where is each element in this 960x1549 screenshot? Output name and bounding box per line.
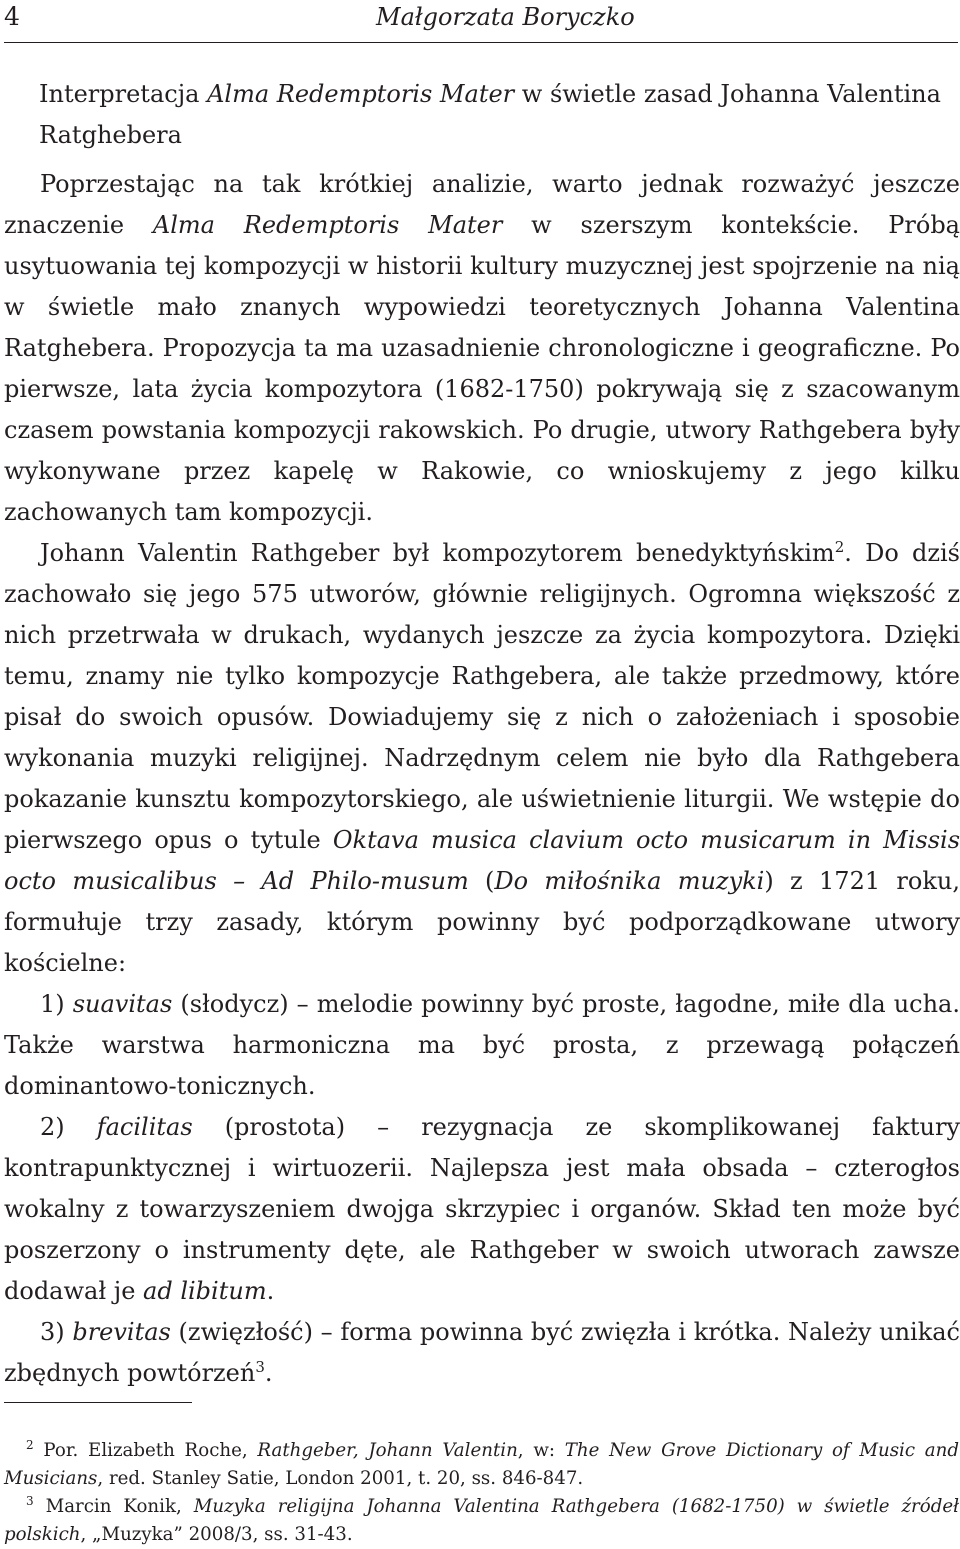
paragraph-text: ) z 1721 roku, formułuje trzy zasady, którym powinny być podporządkowane utwory kościelne: — [4, 867, 960, 977]
footnote-2 — [4, 1437, 959, 1493]
paragraph-text: . — [266, 1277, 275, 1305]
footnote-ref-2[interactable]: 2 — [834, 538, 845, 556]
footnote-text: , w: — [517, 1440, 565, 1461]
paragraph-text: . Do dziś zachowało się jego 575 utworów, głównie religijnych. Ogromna większość z nich przetrwała w drukach, wydanych jeszcze za życia kompozytora. Dzięki temu, znamy nie tylko kompozycje Rathgebera, ale także przedmowy, które pisał do swoich opusów. Dowiadujemy się z nich o założeniach i sposobie wykonania muzyki religijnej. Nadrzędnym celem nie było dla Rathgebera pokazanie kunsztu kompozytorskiego, ale uświetnienie liturgii. We wstępie do pierwszego opus o tytule — [4, 539, 960, 854]
paragraph-5 — [4, 1312, 960, 1394]
paragraph-4 — [4, 1107, 960, 1312]
page-number: 4 — [4, 2, 20, 31]
footnote-emphasis: The New Grove Dictionary of Music and Musicians — [4, 1440, 960, 1489]
paragraph-text: Poprzestając na tak krótkiej analizie, warto jednak rozważyć jeszcze znaczenie — [4, 170, 960, 239]
paragraph-emphasis: Oktava musica clavium octo musicarum in Missis octo musicalibus – Ad Philo-musum — [4, 826, 960, 895]
paragraph-text: (prostota) – rezygnacja ze skomplikowanej faktury kontrapunktycznej i wirtuozerii. Najlepsza jest mała obsada – czterogłos wokalny z towarzyszeniem dwojga skrzypiec i organów. Skład ten może być poszerzony o instrumenty dęte, ale Rathgeber w swoich utworach zawsze dodawał je — [4, 1113, 960, 1305]
paragraph-emphasis: suavitas — [72, 990, 173, 1018]
paragraph-emphasis: brevitas — [72, 1318, 171, 1346]
footnote-emphasis: Muzyka religijna Johanna Valentina Rathgebera (1682-1750) w świetle źródeł polskich — [4, 1496, 960, 1545]
footnote-emphasis: Rathgeber, Johann Valentin — [257, 1440, 518, 1461]
footnote-number: 3 — [26, 1493, 34, 1508]
paragraph-text: w szerszym kontekście. Próbą usytuowania tej kompozycji w historii kultury muzycznej jest spojrzenie na nią w świetle mało znanych wypowiedzi teoretycznych Johanna Valentina Ratghebera. Propozycja ta ma uzasadnienie chronologiczne i geograficzne. Po pierwsze, lata życia kompozytora (1682-1750) pokrywają się z szacowanym czasem powstania kompozycji rakowskich. Po drugie, utwory Rathgebera były wykonywane przez kapelę w Rakowie, co wnioskujemy z jego kilku zachowanych tam kompozycji. — [4, 211, 960, 526]
section-title-emphasis: Alma Redemptoris Mater — [207, 80, 515, 108]
footnote-ref-3[interactable]: 3 — [255, 1358, 265, 1376]
footnote-text: Por. Elizabeth Roche, — [33, 1440, 258, 1461]
footnote-text: , „Muzyka” 2008/3, ss. 31-43. — [80, 1524, 353, 1545]
paragraph-text: (zwięzłość) – forma powinna być zwięzła i krótka. Należy unikać zbędnych powtórzeń — [4, 1318, 960, 1387]
paragraph-3 — [4, 984, 960, 1107]
footnote-text: Marcin Konik, — [33, 1496, 194, 1517]
paragraph-text: Johann Valentin Rathgeber był kompozytorem benedyktyńskim — [40, 539, 835, 567]
paragraph-text: 2) — [40, 1113, 97, 1141]
paragraph-emphasis: ad libitum — [143, 1277, 267, 1305]
paragraph-emphasis: facilitas — [96, 1113, 193, 1141]
paragraph-2 — [4, 533, 960, 984]
footnote-3 — [4, 1493, 959, 1549]
section-title — [4, 74, 960, 156]
footnote-text: , red. Stanley Satie, London 2001, t. 20, ss. 846-847. — [97, 1468, 584, 1489]
running-head-author: Małgorzata Boryczko — [376, 3, 635, 31]
running-header — [4, 0, 958, 43]
paragraph-emphasis: Alma Redemptoris Mater — [152, 211, 503, 239]
section-title-text: Interpretacja — [39, 80, 208, 108]
paragraph-1 — [4, 164, 960, 533]
section-title-text-end: w świetle zasad Johanna Valentina Ratghebera — [39, 80, 941, 149]
paragraph-text: (słodycz) – melodie powinny być proste, łagodne, miłe dla ucha. Także warstwa harmoniczna ma być prosta, z przewagą połączeń dominantowo-tonicznych. — [4, 990, 960, 1100]
footnote-divider — [4, 1402, 192, 1403]
paragraph-text: ( — [468, 867, 495, 895]
paragraph-text: 3) — [40, 1318, 73, 1346]
body-text — [4, 74, 960, 1394]
paragraph-text: . — [264, 1359, 273, 1387]
paragraph-text: 1) — [40, 990, 73, 1018]
footnote-number: 2 — [26, 1437, 34, 1452]
paragraph-emphasis: Do miłośnika muzyki — [494, 867, 765, 895]
footnotes — [4, 1437, 959, 1549]
